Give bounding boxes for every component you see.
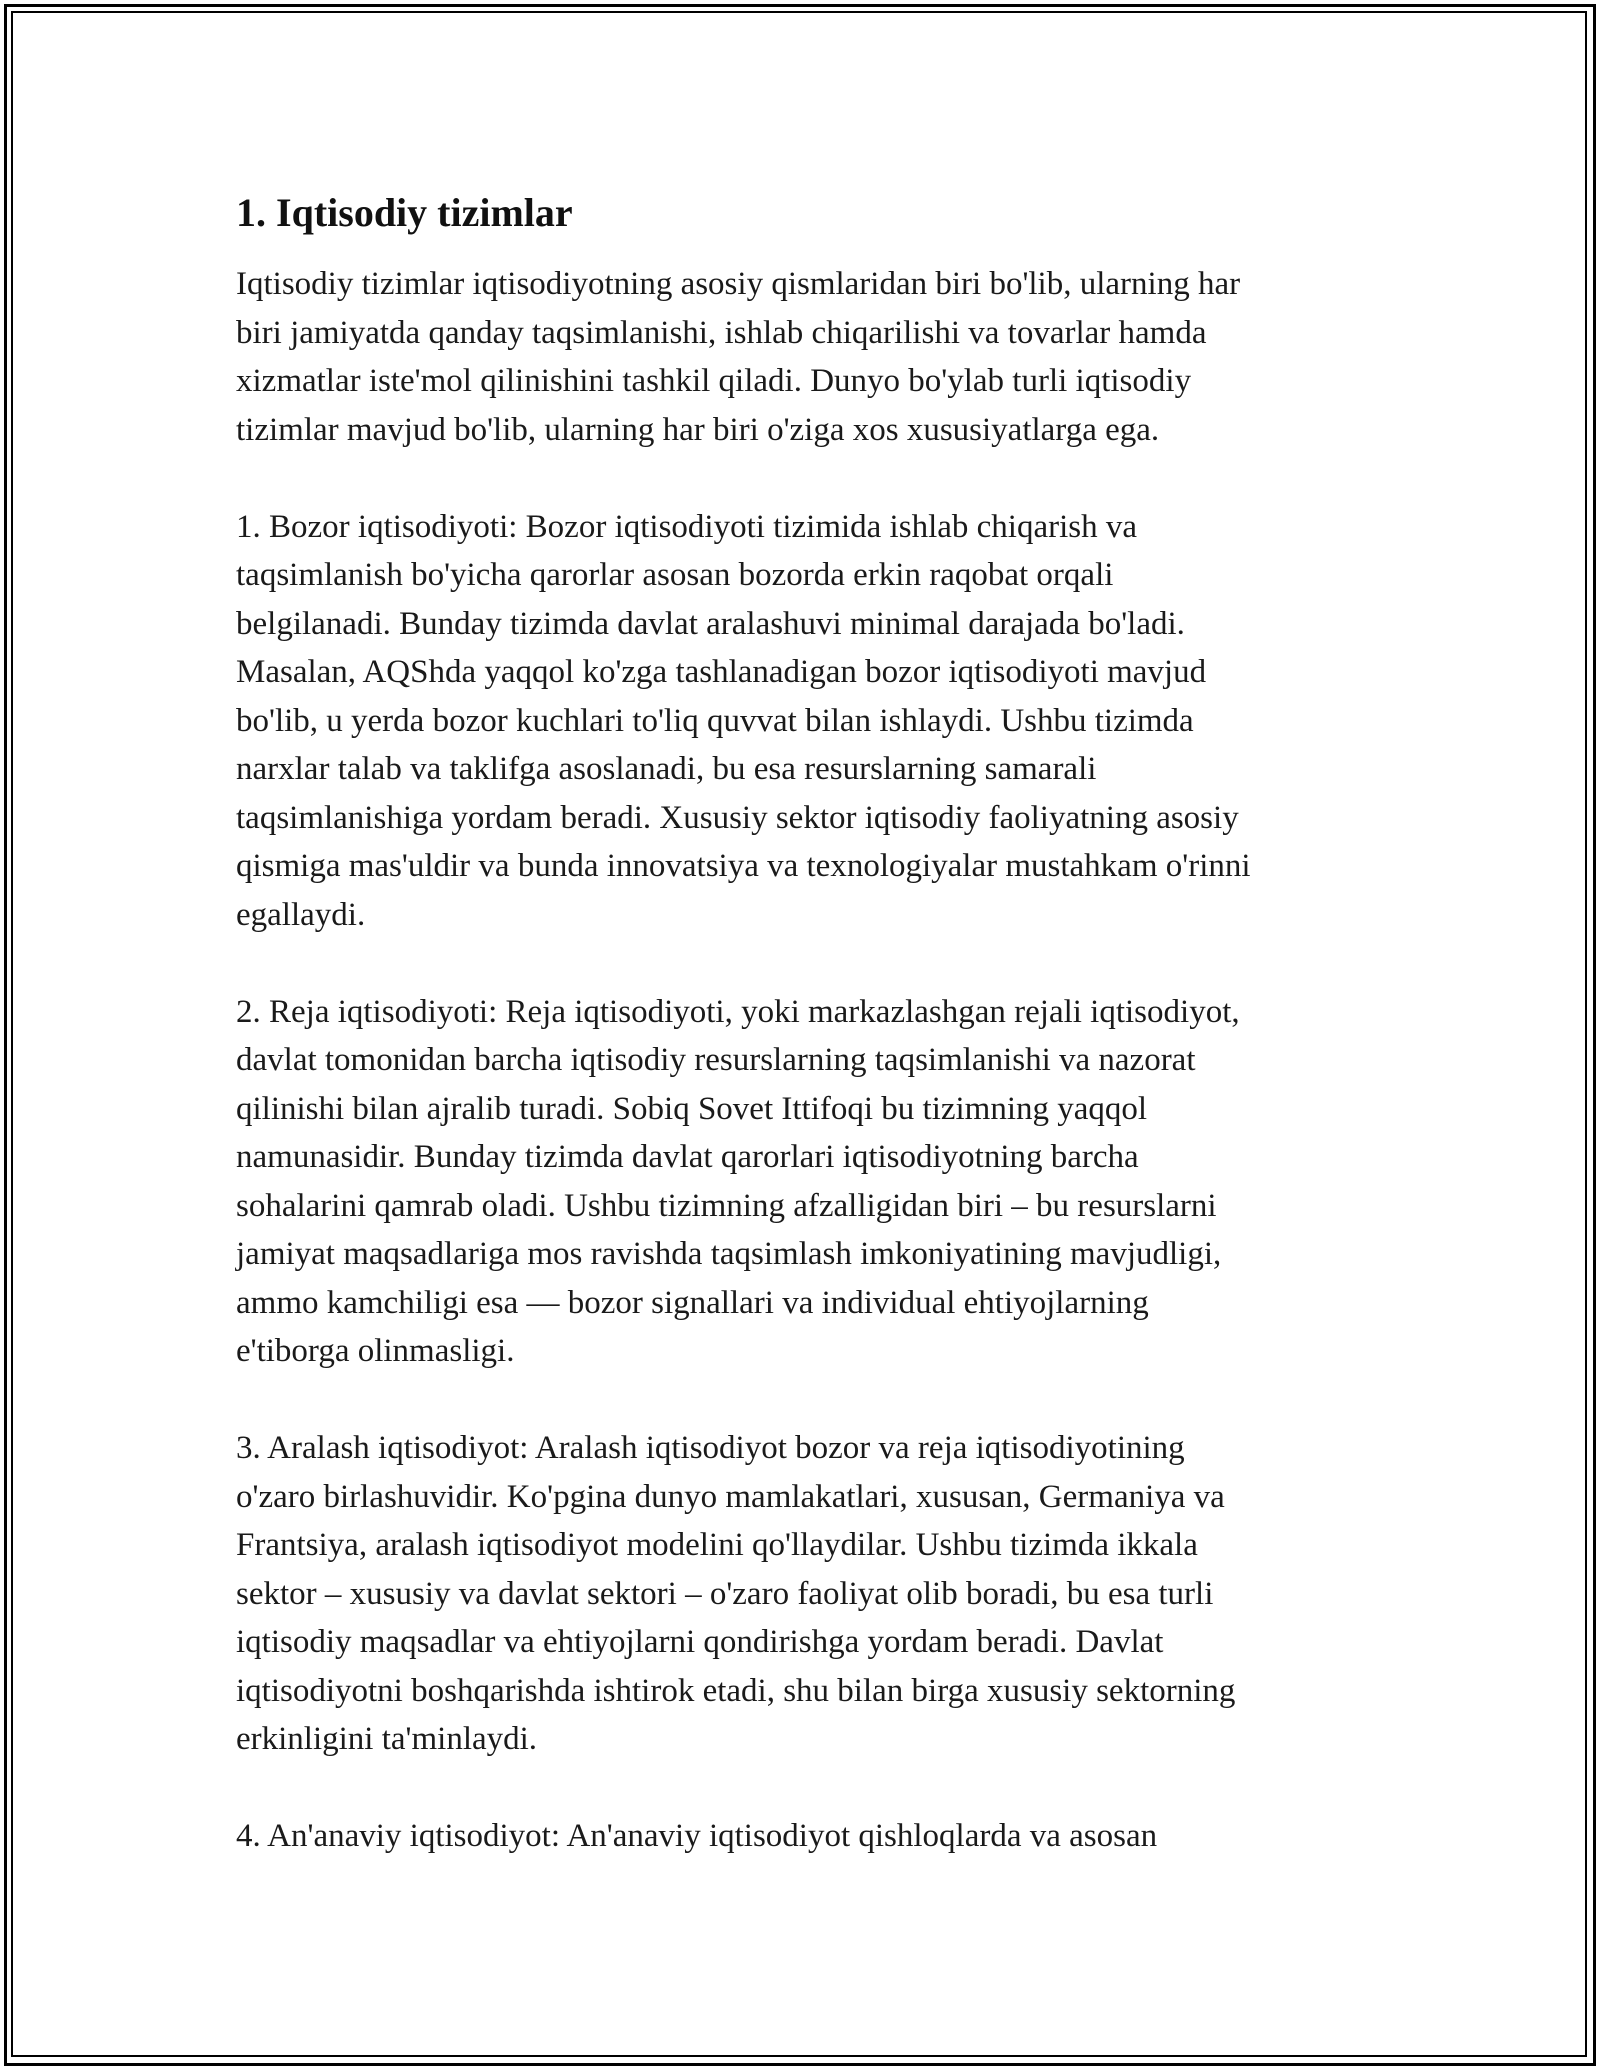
text-line: iqtisodiy maqsadlar va ehtiyojlarni qondirishga yordam beradi. Davlat: [236, 1624, 1164, 1660]
text-line: 1. Bozor iqtisodiyoti: Bozor iqtisodiyoti tizimida ishlab chiqarish va: [236, 508, 1137, 545]
text-line: jamiyat maqsadlariga mos ravishda taqsimlash imkoniyatining mavjudligi,: [236, 1236, 1222, 1272]
text-line: egallaydi.: [236, 896, 366, 933]
text-line: qilinishi bilan ajralib turadi. Sobiq Sovet Ittifoqi bu tizimning yaqqol: [236, 1090, 1148, 1127]
text-line: e'tiborga olinmasligi.: [236, 1333, 515, 1369]
text-line: belgilanadi. Bunday tizimda davlat aralashuvi minimal darajada bo'ladi.: [236, 605, 1185, 642]
text-line: sektor – xususiy va davlat sektori – o'zaro faoliyat olib boradi, bu esa turli: [236, 1575, 1214, 1612]
paragraph-intro: [236, 260, 1386, 454]
text-line: taqsimlanish bo'yicha qarorlar asosan bozorda erkin raqobat orqali: [236, 557, 1114, 593]
paragraph-mixed-economy: [236, 1424, 1386, 1764]
text-line: Iqtisodiy tizimlar iqtisodiyotning asosiy qismlaridan biri bo'lib, ularning har: [236, 266, 1241, 302]
text-line: davlat tomonidan barcha iqtisodiy resurslarning taqsimlanishi va nazorat: [236, 1042, 1196, 1078]
text-line: erkinligini ta'minlaydi.: [236, 1721, 538, 1757]
text-line: namunasidir. Bunday tizimda davlat qarorlari iqtisodiyotning barcha: [236, 1139, 1139, 1175]
text-line: 3. Aralash iqtisodiyot: Aralash iqtisodiyot bozor va reja iqtisodiyotining: [236, 1430, 1185, 1466]
text-line: 4. An'anaviy iqtisodiyot: An'anaviy iqtisodiyot qishloqlarda va asosan: [236, 1818, 1158, 1854]
text-line: iqtisodiyotni boshqarishda ishtirok etadi, shu bilan birga xususiy sektorning: [236, 1672, 1236, 1709]
paragraph-market-economy: [236, 503, 1386, 940]
text-line: 2. Reja iqtisodiyoti: Reja iqtisodiyoti, yoki markazlashgan rejali iqtisodiyot,: [236, 993, 1240, 1030]
text-line: sohalarini qamrab oladi. Ushbu tizimning afzalligidan biri – bu resurslarni: [236, 1187, 1217, 1224]
text-line: tizimlar mavjud bo'lib, ularning har biri o'ziga xos xususiyatlarga ega.: [236, 411, 1160, 448]
paragraph-traditional-economy: [236, 1812, 1386, 1861]
section-heading: 1. Iqtisodiy tizimlar: [236, 190, 573, 235]
text-line: taqsimlanishiga yordam beradi. Xususiy sektor iqtisodiy faoliyatning asosiy: [236, 799, 1239, 836]
text-line: narxlar talab va taklifga asoslanadi, bu esa resurslarning samarali: [236, 751, 1097, 787]
text-line: ammo kamchiligi esa — bozor signallari va individual ehtiyojlarning: [236, 1284, 1149, 1321]
document-body: [236, 184, 1386, 1909]
text-line: Masalan, AQShda yaqqol ko'zga tashlanadigan bozor iqtisodiyoti mavjud: [236, 654, 1207, 690]
text-line: o'zaro birlashuvidir. Ko'pgina dunyo mamlakatlari, xususan, Germaniya va: [236, 1478, 1225, 1515]
text-line: biri jamiyatda qanday taqsimlanishi, ishlab chiqarilishi va tovarlar hamda: [236, 314, 1207, 351]
text-line: Frantsiya, aralash iqtisodiyot modelini qo'llaydilar. Ushbu tizimda ikkala: [236, 1527, 1198, 1563]
text-line: qismiga mas'uldir va bunda innovatsiya va texnologiyalar mustahkam o'rinni: [236, 848, 1251, 884]
text-line: xizmatlar iste'mol qilinishini tashkil qiladi. Dunyo bo'ylab turli iqtisodiy: [236, 363, 1192, 399]
paragraph-planned-economy: [236, 988, 1386, 1376]
text-line: bo'lib, u yerda bozor kuchlari to'liq quvvat bilan ishlaydi. Ushbu tizimda: [236, 702, 1194, 739]
